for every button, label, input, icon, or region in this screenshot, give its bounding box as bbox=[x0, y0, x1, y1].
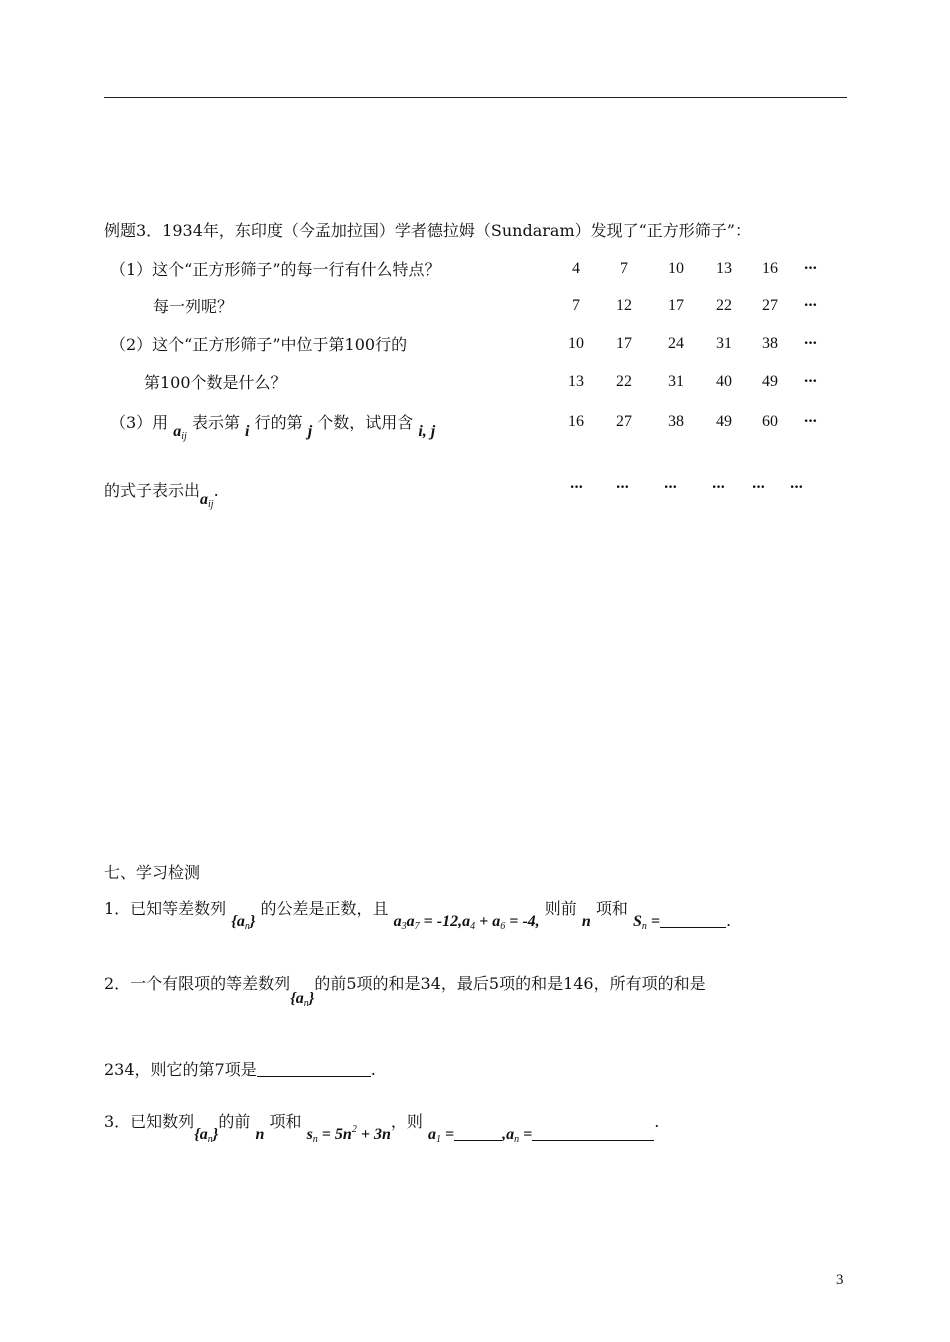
sieve-cell-r1-c4: 13 bbox=[716, 260, 732, 277]
q3-var-ij: i, j bbox=[418, 423, 436, 440]
p3-answer-blank-a1[interactable] bbox=[454, 1126, 502, 1141]
q3-var-j: j bbox=[307, 423, 313, 440]
q3-var-aij: $a_{ij}$ bbox=[173, 423, 187, 442]
p2-text-b: 的前5项的和是34，最后5项的和是146，所有项的和是 bbox=[314, 974, 706, 993]
example3-q1-line2: 每一列呢？ bbox=[153, 297, 234, 316]
sieve-cell-r5-c5: 60 bbox=[762, 413, 778, 430]
example3-q3-line1 bbox=[110, 413, 436, 442]
problem-3 bbox=[104, 1108, 660, 1145]
sieve-cell-r3-c6: ··· bbox=[803, 335, 817, 352]
p3-answer-blank-an[interactable] bbox=[532, 1126, 654, 1141]
sieve-cell-r4-c2: 22 bbox=[616, 373, 632, 390]
sieve-cell-r1-c6: ··· bbox=[803, 260, 817, 277]
sieve-cell-r5-c4: 49 bbox=[716, 413, 732, 430]
sieve-cell-r4-c4: 40 bbox=[716, 373, 732, 390]
p1-equation: $a_3a_7 = -12,a_4 + a_6 = -4$, bbox=[393, 913, 540, 932]
example3-q1-line1: （1）这个“正方形筛子”的每一行有什么特点？ bbox=[110, 260, 441, 279]
q3-text-d: 个数，试用含 bbox=[317, 413, 414, 432]
sieve-cell-r1-c5: 16 bbox=[762, 260, 778, 277]
p2-text-a: 2．一个有限项的等差数列 bbox=[104, 974, 291, 993]
p1-text-b: 的公差是正数，且 bbox=[260, 899, 389, 918]
sieve-cell-r4-c1: 13 bbox=[568, 373, 584, 390]
example3-q2-line1: （2）这个“正方形筛子”中位于第100行的 bbox=[110, 335, 408, 354]
page-number: 3 bbox=[836, 1272, 844, 1288]
example3-q2-line2: 第100个数是什么？ bbox=[144, 373, 287, 392]
q3-var-aij-2: $a_{ij}$ bbox=[200, 491, 214, 510]
sieve-cell-r1-c2: 7 bbox=[620, 260, 628, 277]
sieve-cell-r2-c6: ··· bbox=[803, 297, 817, 314]
p1-answer-blank[interactable] bbox=[660, 913, 726, 928]
problem-2-line2 bbox=[104, 1060, 376, 1080]
sieve-cell-r3-c2: 17 bbox=[616, 335, 632, 352]
example3-q3-line2 bbox=[104, 481, 219, 510]
p2-text-c: 234，则它的第7项是 bbox=[104, 1060, 257, 1079]
sieve-cell-r5-c1: 16 bbox=[568, 413, 584, 430]
p3-sequence: $\{a_n\}$ bbox=[194, 1126, 219, 1145]
sieve-cell-r4-c3: 31 bbox=[668, 373, 684, 390]
sieve-cell-r1-c3: 10 bbox=[668, 260, 684, 277]
sieve-cell-r3-c3: 24 bbox=[668, 335, 684, 352]
p3-end: . bbox=[654, 1112, 660, 1131]
example3-intro: 例题3．1934年，东印度（今孟加拉国）学者德拉姆（Sundaram）发现了“正方形筛子”： bbox=[104, 221, 751, 240]
q3-text-e: 的式子表示出 bbox=[104, 481, 201, 500]
p1-sequence: $\{a_n\}$ bbox=[231, 913, 256, 932]
sieve-cell-r2-c5: 27 bbox=[762, 297, 778, 314]
p1-sum: $S_n$ = bbox=[633, 913, 726, 930]
sieve-cell-r3-c1: 10 bbox=[568, 335, 584, 352]
sieve-ellipsis-c3: ··· bbox=[663, 479, 677, 496]
sieve-cell-r3-c5: 38 bbox=[762, 335, 778, 352]
sieve-cell-r4-c5: 49 bbox=[762, 373, 778, 390]
q3-text-f: . bbox=[213, 481, 219, 500]
p2-end: . bbox=[370, 1060, 376, 1079]
sieve-cell-r2-c1: 7 bbox=[572, 297, 580, 314]
sieve-ellipsis-c2: ··· bbox=[615, 479, 629, 496]
sieve-ellipsis-c6: ··· bbox=[789, 479, 803, 496]
sieve-ellipsis-c4: ··· bbox=[711, 479, 725, 496]
sieve-ellipsis-c5: ··· bbox=[751, 479, 765, 496]
sieve-cell-r5-c3: 38 bbox=[668, 413, 684, 430]
sieve-cell-r5-c2: 27 bbox=[616, 413, 632, 430]
p3-text-a: 3．已知数列 bbox=[104, 1112, 195, 1131]
sieve-cell-r3-c4: 31 bbox=[716, 335, 732, 352]
sieve-cell-r2-c2: 12 bbox=[616, 297, 632, 314]
sieve-cell-r2-c3: 17 bbox=[668, 297, 684, 314]
q3-text-a: （3）用 bbox=[110, 413, 169, 432]
header-rule bbox=[104, 97, 847, 98]
sieve-cell-r2-c4: 22 bbox=[716, 297, 732, 314]
p3-text-c: 项和 bbox=[269, 1112, 302, 1131]
p1-text-c: 则前 bbox=[544, 899, 577, 918]
sieve-cell-r1-c1: 4 bbox=[572, 260, 580, 277]
q3-var-i: i bbox=[245, 423, 250, 440]
p3-formula: $s_n = 5n^2 + 3n$ bbox=[306, 1124, 391, 1145]
p3-var-n: n bbox=[255, 1126, 265, 1143]
sieve-ellipsis-c1: ··· bbox=[569, 479, 583, 496]
sieve-cell-r5-c6: ··· bbox=[803, 413, 817, 430]
p2-sequence: $\{a_n\}$ bbox=[290, 990, 315, 1009]
sieve-cell-r4-c6: ··· bbox=[803, 373, 817, 390]
section7-title: 七、学习检测 bbox=[104, 863, 201, 882]
p3-answers: $a_1 = ,a_n$ = bbox=[428, 1126, 654, 1143]
q3-text-c: 行的第 bbox=[254, 413, 303, 432]
problem-2-line1 bbox=[104, 974, 706, 1009]
p1-var-n: n bbox=[581, 913, 591, 930]
q3-text-b: 表示第 bbox=[191, 413, 240, 432]
problem-1 bbox=[104, 899, 732, 932]
p1-text-a: 1．已知等差数列 bbox=[104, 899, 227, 918]
p1-text-d: 项和 bbox=[595, 899, 628, 918]
p3-text-b: 的前 bbox=[218, 1112, 251, 1131]
p3-text-d: ，则 bbox=[390, 1112, 423, 1131]
p2-answer-blank[interactable] bbox=[257, 1062, 371, 1077]
p1-end: . bbox=[726, 911, 732, 930]
